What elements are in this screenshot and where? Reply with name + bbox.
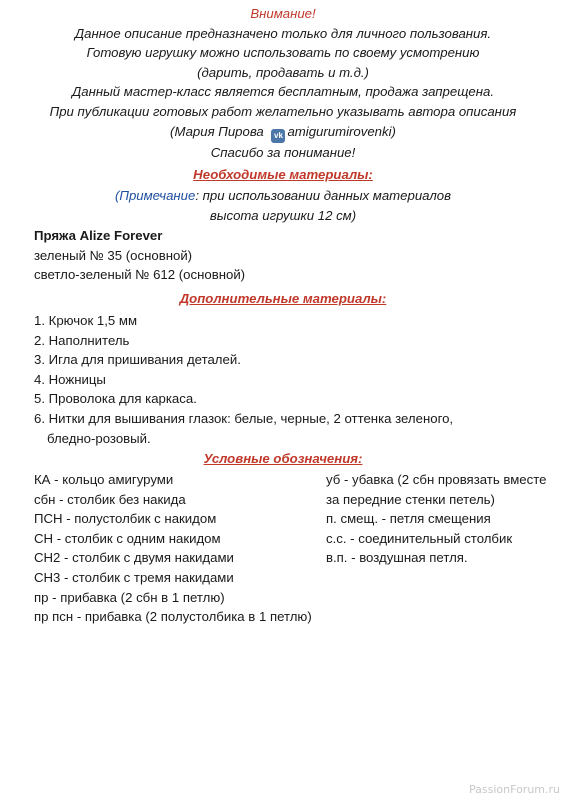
author-name: (Мария Пирова (170, 123, 264, 139)
notice-line: Данный мастер-класс является бесплатным, продажа запрещена. (71, 84, 495, 100)
legend-item: уб - убавка (2 сбн провязать вместе (326, 472, 547, 487)
notice-block (0, 4, 566, 162)
legend-item: КА - кольцо амигуруми (34, 472, 174, 487)
author-line (0, 122, 566, 143)
vk-handle-link[interactable]: amigurumirovenki (287, 123, 392, 139)
notice-line: Данное описание предназначено только для личного пользования. (74, 25, 492, 41)
list-item: 2. Наполнитель (34, 332, 130, 348)
legend-item: пр - прибавка (2 сбн в 1 петлю) (34, 589, 225, 605)
additional-heading: Дополнительные материалы: (179, 291, 387, 306)
legend-heading: Условные обозначения: (203, 451, 363, 466)
list-item: 1. Крючок 1,5 мм (34, 313, 138, 328)
legend-item: за передние стенки петель) (326, 491, 495, 507)
materials-heading: Необходимые материалы: (193, 167, 373, 182)
materials-note (0, 186, 566, 226)
yarn-title: Пряжа Alize Forever (34, 228, 163, 243)
vk-logo-icon: vk (271, 129, 285, 143)
legend-item: ПСН - полустолбик с накидом (34, 511, 217, 527)
note-open-paren: ( (114, 188, 120, 203)
legend-item: СН - столбик с одним накидом (34, 530, 221, 546)
notice-thanks: Спасибо за понимание! (210, 144, 356, 160)
list-item-continuation: бледно-розовый. (47, 430, 151, 446)
list-item: 6. Нитки для вышивания глазок: белые, черные, 2 оттенка зеленого, (34, 410, 454, 426)
legend-item: пр псн - прибавка (2 полустолбика в 1 петлю) (34, 609, 312, 625)
list-item: 4. Ножницы (34, 371, 106, 387)
notice-title: Внимание! (250, 6, 316, 21)
author-suffix: ) (391, 123, 396, 139)
legend-right-column (326, 470, 546, 568)
legend-item: СН3 - столбик с тремя накидами (34, 569, 234, 585)
legend-item: в.п. - воздушная петля. (326, 550, 468, 566)
note-text-line2: высота игрушки 12 см) (209, 208, 357, 223)
notice-line: При публикации готовых работ желательно указывать автора описания (49, 103, 517, 119)
list-item: 3. Игла для пришивания деталей. (34, 352, 241, 368)
legend-item: с.с. - соединительный столбик (326, 530, 513, 546)
note-text: : при использовании данных материалов (195, 188, 451, 203)
note-label: Примечание (119, 188, 196, 203)
yarn-item: светло-зеленый № 612 (основной) (34, 267, 246, 283)
legend-item: п. смещ. - петля смещения (326, 511, 491, 527)
list-item: 5. Проволока для каркаса. (34, 391, 197, 407)
notice-line: (дарить, продавать и т.д.) (197, 64, 369, 80)
yarn-block (34, 226, 245, 285)
watermark: PassionForum.ru (469, 783, 560, 796)
yarn-item: зеленый № 35 (основной) (34, 247, 193, 263)
legend-item: сбн - столбик без накида (34, 491, 186, 507)
legend-left-column (34, 470, 312, 627)
additional-list (34, 311, 453, 448)
legend-item: СН2 - столбик с двумя накидами (34, 550, 234, 566)
notice-line: Готовую игрушку можно использовать по своему усмотрению (86, 45, 480, 61)
